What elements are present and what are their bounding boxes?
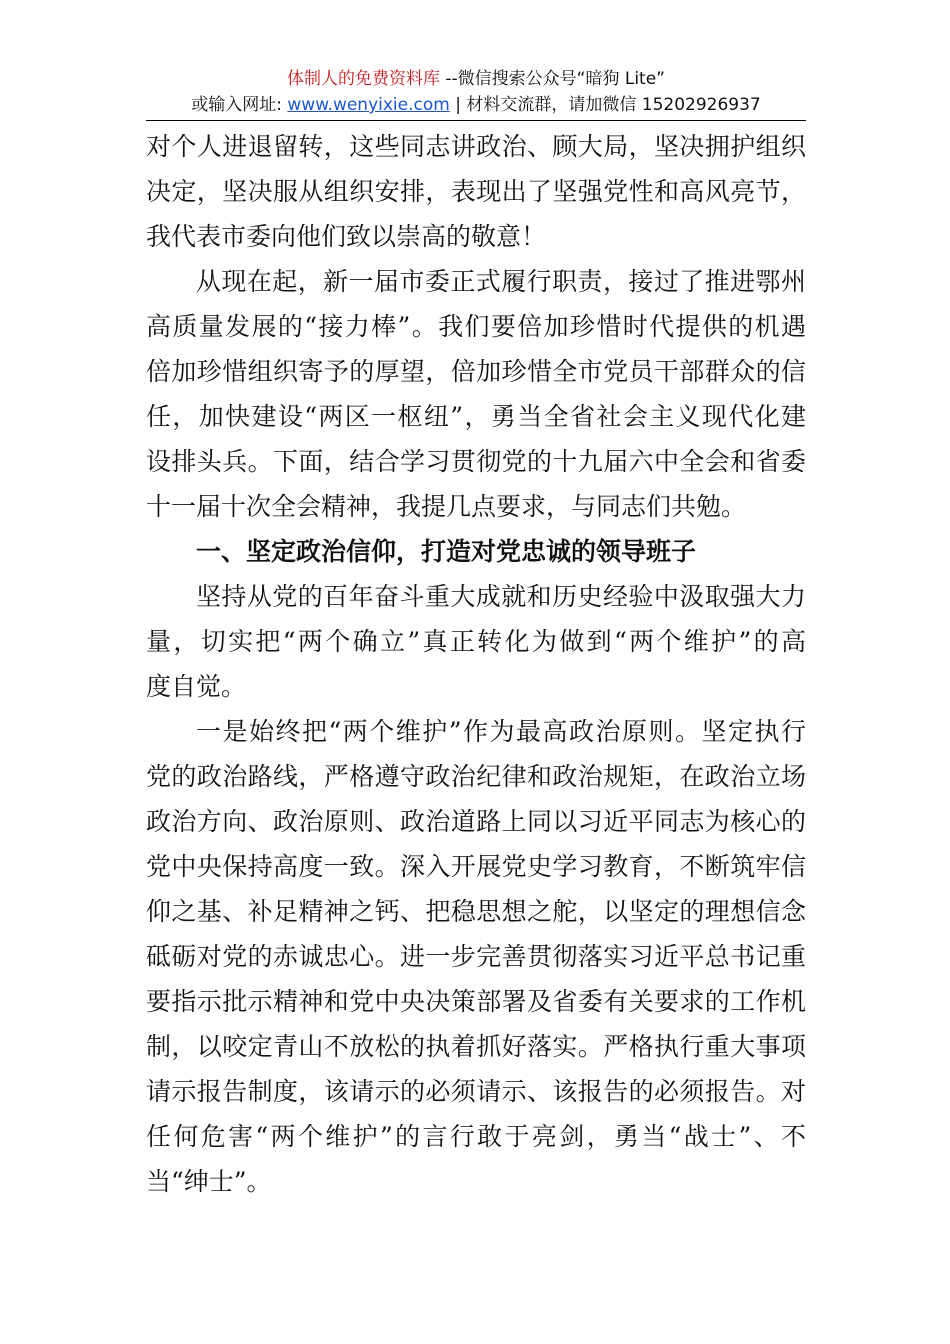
section-heading: 一、坚定政治信仰，打造对党忠诚的领导班子: [196, 537, 697, 566]
header-divider: [146, 120, 806, 121]
document-header: [146, 66, 806, 118]
website-link[interactable]: www.wenyixie.com: [287, 95, 450, 115]
text-line: 任，加快建设“两区一枢纽”，勇当全省社会主义现代化建: [146, 402, 806, 431]
text-line: 要指示批示精神和党中央决策部署及省委有关要求的工作机: [146, 987, 806, 1016]
text-line: 党的政治路线，严格遵守政治纪律和政治规矩，在政治立场: [146, 762, 806, 791]
text-line: 坚持从党的百年奋斗重大成就和历史经验中汲取强大力: [196, 582, 806, 611]
text-line: 度自觉。: [146, 672, 247, 701]
text-line: 砥砺对党的赤诚忠心。进一步完善贯彻落实习近平总书记重: [146, 942, 806, 971]
text-line: 制，以咬定青山不放松的执着抓好落实。严格执行重大事项: [146, 1032, 806, 1061]
text-line: 对个人进退留转，这些同志讲政治、顾大局，坚决拥护组织: [146, 132, 806, 161]
text-line: 从现在起，新一届市委正式履行职责，接过了推进鄂州: [196, 267, 806, 296]
text-line: 高质量发展的“接力棒”。我们要倍加珍惜时代提供的机遇: [146, 312, 806, 341]
brand-name: 体制人的免费资料库: [286, 69, 440, 89]
header-line-1: [146, 66, 806, 92]
text-line: 量，切实把“两个确立”真正转化为做到“两个维护”的高: [146, 627, 806, 656]
contact-info: | 材料交流群，请加微信 15202926937: [449, 95, 761, 115]
text-line: 请示报告制度，该请示的必须请示、该报告的必须报告。对: [146, 1077, 806, 1106]
text-line: 决定，坚决服从组织安排，表现出了坚强党性和高风亮节，: [146, 177, 806, 206]
url-prefix: 或输入网址:: [191, 95, 288, 115]
text-line: 任何危害“两个维护”的言行敢于亮剑，勇当“战士”、不: [146, 1122, 806, 1151]
text-line: 一是始终把“两个维护”作为最高政治原则。坚定执行: [196, 717, 806, 746]
text-line: 十一届十次全会精神，我提几点要求，与同志们共勉。: [146, 492, 747, 521]
text-line: 仰之基、补足精神之钙、把稳思想之舵，以坚定的理想信念: [146, 897, 806, 926]
text-line: 设排头兵。下面，结合学习贯彻党的十九届六中全会和省委: [146, 447, 806, 476]
document-body: [146, 124, 806, 1204]
text-line: 我代表市委向他们致以崇高的敬意！: [146, 222, 547, 251]
text-line: 当“绅士”。: [146, 1167, 272, 1196]
search-tip: --微信搜索公众号“暗狗 Lite”: [439, 69, 665, 89]
text-line: 倍加珍惜组织寄予的厚望，倍加珍惜全市党员干部群众的信: [146, 357, 806, 386]
text-line: 政治方向、政治原则、政治道路上同以习近平同志为核心的: [146, 807, 806, 836]
header-line-2: [146, 92, 806, 118]
text-line: 党中央保持高度一致。深入开展党史学习教育，不断筑牢信: [146, 852, 806, 881]
